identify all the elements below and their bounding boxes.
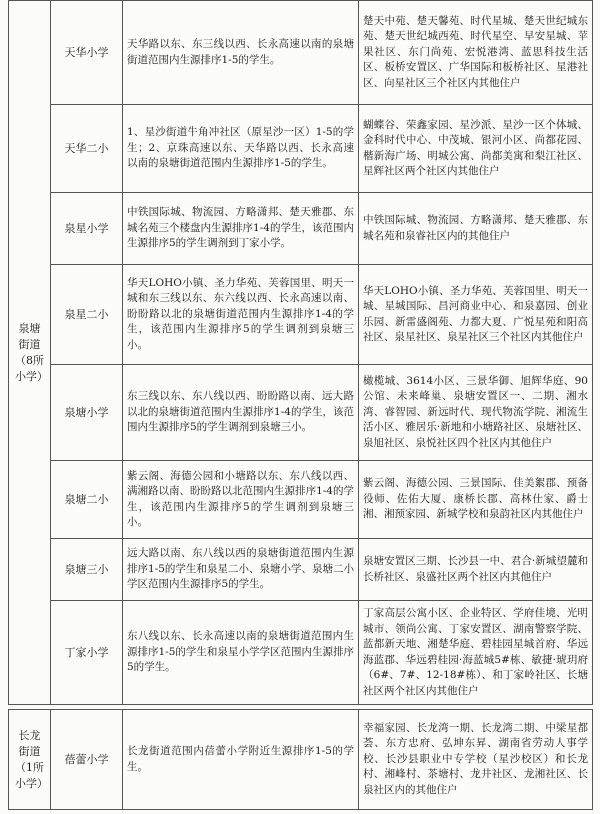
school-district-table <box>8 0 593 810</box>
enrollment-scope: 远大路以南、东八线以西的泉塘街道范围内生源排序1-5的学生和泉星二小、泉塘小学、泉塘二小学区范围内生源排序5的学生。 <box>123 539 359 601</box>
school-name: 丁家小学 <box>51 601 123 705</box>
enrollment-scope: 紫云阁、海德公园和小塘路以东、东八线以西、满湘路以南、盼盼路以北范围内生源排序1-4的学生，该范围内生源排序5的学生调剂到泉塘三小。 <box>123 461 359 539</box>
school-name: 蓓蕾小学 <box>51 710 123 810</box>
community-list: 泉塘安置区三期、长沙县一中、君合·新城望麓和长桥社区、泉盛社区两个社区内其他住户 <box>359 539 593 601</box>
school-name: 泉星二小 <box>51 265 123 365</box>
enrollment-scope: 东八线以东、长永高速以南的泉塘街道范围内生源排序1-5的学生和泉星小学学区范围内生源排序5的学生。 <box>123 601 359 705</box>
community-list: 橄榄城、3614小区、三景华御、旭辉华庭、90公馆、未来峰巢、泉塘安置区一、二期、湘水湾、睿智园、新远时代、现代物流学院、湘流生活小区、雅居乐·新地和小塘路社区、泉塘社区、泉旭社区、泉悦社区四个社区内其他住户 <box>359 365 593 461</box>
school-name: 泉塘二小 <box>51 461 123 539</box>
school-name: 天华二小 <box>51 105 123 193</box>
table-row <box>9 365 593 461</box>
community-list: 蝴蝶谷、荣鑫家园、星沙派、星沙一区个体城、金科时代中心、中茂城、银河小区、尚都花园、楷新海广场、明城公寓、尚都美寓和梨江社区、星辉社区两个社区内其他住户 <box>359 105 593 193</box>
table-row <box>9 193 593 265</box>
table-row <box>9 539 593 601</box>
community-list: 楚天中苑、楚天馨苑、时代星城、楚天世纪城东苑、楚天世纪城西苑、时代星空、早安星城、苹果社区、东门尚苑、宏悦港湾、蓝思科技生活区、板桥安置区、广华国际和板桥社区、星港社区、向星社区三个社区内其他住户 <box>359 1 593 105</box>
enrollment-scope: 中铁国际城、物流园、方略潇邦、楚天雅郡、东城名苑三个楼盘内生源排序1-4的学生，该范围内生源排序5的学生调剂到丁家小学。 <box>123 193 359 265</box>
school-name: 泉塘小学 <box>51 365 123 461</box>
enrollment-scope: 天华路以东、东三线以西、长永高速以南的泉塘街道范围内生源排序1-5的学生。 <box>123 1 359 105</box>
community-list: 中铁国际城、物流园、方略潇邦、楚天雅郡、东城名苑和泉睿社区内的其他住户 <box>359 193 593 265</box>
enrollment-scope: 东三线以东、东八线以西、盼盼路以南、远大路以北的泉塘街道范围内生源排序1-4的学生，该范围内生源排序5的学生调剂到泉塘三小。 <box>123 365 359 461</box>
school-name: 天华小学 <box>51 1 123 105</box>
community-list: 紫云阁、海德公园、三景国际、佳美絮郡、预备役师、佐佑大厦、康桥长郡、高林仕家、爵士湘、湘预家园、新城学校和泉韵社区内其他住户 <box>359 461 593 539</box>
table-row <box>9 105 593 193</box>
community-list: 丁家高层公寓小区、企业特区、学府佳境、光明城市、领尚公寓、丁家安置区、湖南警察学院、蓝都新天地、湘楚华庭、碧桂园星城首府、华远海蓝郡、华远碧桂园·海蓝城5#栋、敏捷·琥玥府（6#、7#、12-18#栋）、和丁家岭社区、长塘社区两个社区内其他住户 <box>359 601 593 705</box>
community-list: 华天LOHO小镇、圣力华苑、芙蓉国里、明天一城、星城国际、昌河商业中心、和泉嘉园、创业乐园、新雷盛阁苑、力都大夏、广悦星苑和阳高社区、泉星社区、泉星社区三个社区内其他住户 <box>359 265 593 365</box>
community-list: 幸福家园、长龙湾一期、长龙湾二期、中梁星都荟、东方忠府、弘坤东昇、湖南省劳动人事学校、长沙县职业中专学校（星沙校区）和长龙村、湘峰村、茶塘村、龙井社区、龙湘社区、长泉社区内的其他住户 <box>359 710 593 810</box>
school-name: 泉星小学 <box>51 193 123 265</box>
table-row <box>9 265 593 365</box>
table-row <box>9 1 593 105</box>
enrollment-scope: 长龙街道范围内蓓蕾小学附近生源排序1-5的学生。 <box>123 710 359 810</box>
table-row <box>9 710 593 810</box>
school-name: 泉塘三小 <box>51 539 123 601</box>
table-row <box>9 601 593 705</box>
district-cell-changlong: 长龙街道（1所小学） <box>9 710 51 810</box>
enrollment-scope: 华天LOHO小镇、圣力华苑、芙蓉国里、明天一城和东三线以东、东六线以西、长永高速以南、盼盼路以北的泉塘街道范围内生源排序1-4的学生，该范围内生源排序5的学生调剂到泉塘三小。 <box>123 265 359 365</box>
district-cell-quantang: 泉塘街道（8所小学） <box>9 1 51 705</box>
enrollment-scope: 1、星沙街道牛角冲社区（原星沙一区）1-5的学生；2、京珠高速以东、天华路以西、长永高速以南的泉塘街道范围内生源排序1-5的学生。 <box>123 105 359 193</box>
table-row <box>9 461 593 539</box>
